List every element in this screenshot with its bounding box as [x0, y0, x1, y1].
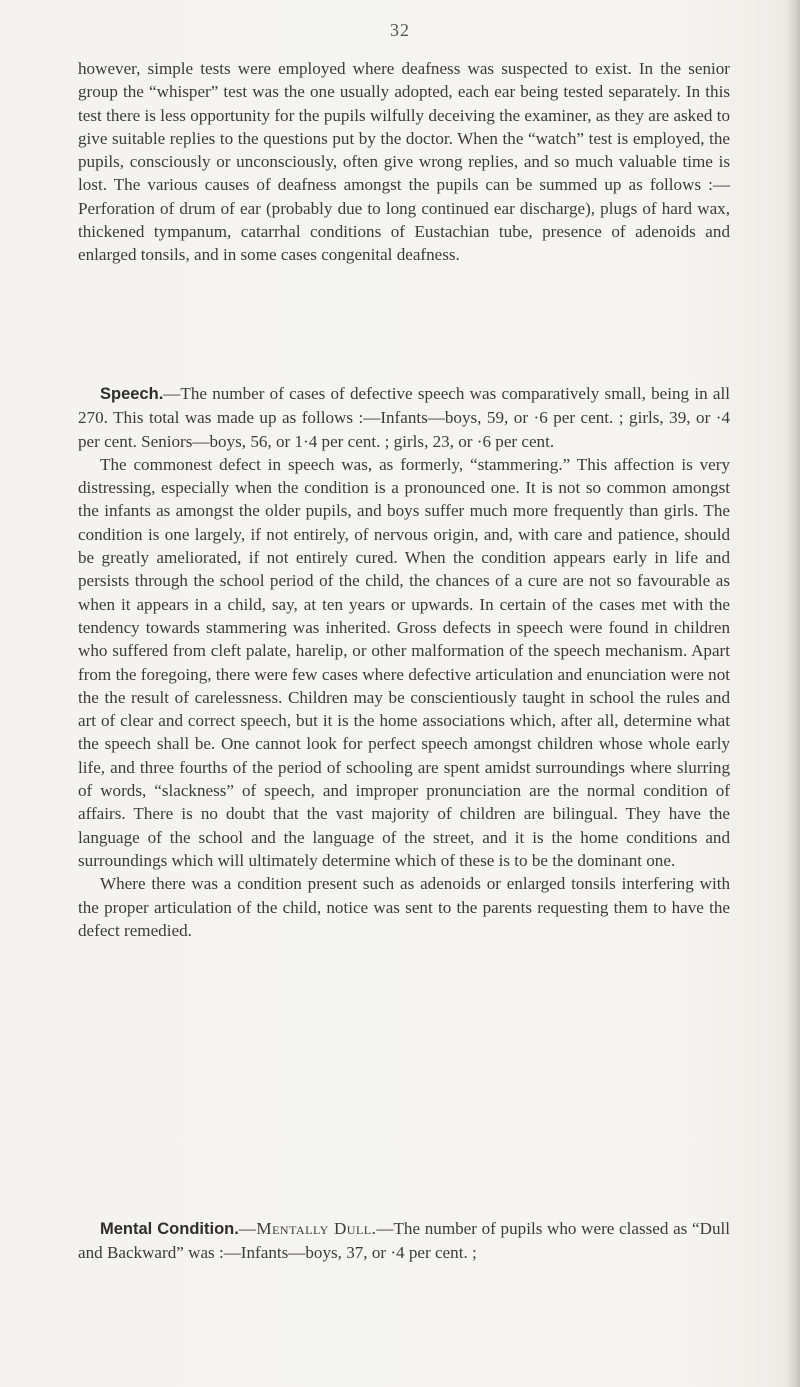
adenoids-notice-paragraph: Where there was a condition present such as adenoids or enlarged tonsils interfering with the proper articulation of the child, notice was sent to the parents requesting them to have the defect remedied. — [78, 874, 730, 940]
mental-condition-section — [78, 1217, 730, 1265]
deafness-paragraph: however, simple tests were employed where deafness was suspected to exist. In the senior group the “whisper” test was the one usually adopted, each ear being tested separately. In this test there is less opportunity for the pupils wilfully deceiving the examiner, as they are asked to give suitable replies to the questions put by the doctor. When the “watch” test is employed, the pupils, consciously or unconsciously, often give wrong replies, and so much valuable time is lost. The various causes of deafness amongst the pupils can be summed up as follows :—Perforation of drum of ear (probably due to long continued ear discharge), plugs of hard wax, thickened tympanum, catarrhal conditions of Eustachian tube, presence of adenoids and enlarged tonsils, and in some cases congenital deafness. — [78, 59, 730, 265]
speech-intro-paragraph — [78, 382, 730, 453]
mental-condition-text: —The number of pupils who were classed as “Dull and Backward” was :—Infants—boys, 37, or ·4 per cent. ; — [78, 1219, 730, 1263]
deafness-paragraph-block — [78, 57, 730, 267]
speech-section — [78, 382, 730, 942]
speech-heading: Speech. — [100, 385, 164, 403]
page-number: 32 — [390, 20, 410, 40]
mental-condition-paragraph — [78, 1217, 730, 1265]
speech-intro-text: —The number of cases of defective speech was comparatively small, being in all 270. This total was made up as follows :—Infants—boys, 59, or ·6 per cent. ; girls, 39, or ·4 per cent. Seniors—boys, 56, or 1·4 per cent. ; girls, 23, or ·6 per cent. — [78, 384, 730, 451]
mental-condition-heading: Mental Condition. — [100, 1220, 239, 1238]
stammering-paragraph: The commonest defect in speech was, as formerly, “stammering.” This affection is very distressing, especially when the condition is a pronounced one. It is not so common amongst the infants as amongst the older pupils, and boys suffer much more frequently than girls. The condition is one largely, if not entirely, of nervous origin, and, with care and patience, should be greatly ameliorated, if not entirely cured. When the condition appears early in life and persists through the school period of the child, the chances of a cure are not so favourable as when it appears in a child, say, at ten years or upwards. In certain of the cases met with the tendency towards stammering was inherited. Gross defects in speech were found in children who suffered from cleft palate, harelip, or other malformation of the speech mechanism. Apart from the foregoing, there were few cases where defective articulation and enunciation were not the the result of carelessness. Children may be conscientiously taught in school the rules and art of clear and correct speech, but it is the home associations which, after all, determine what the speech shall be. One cannot look for perfect speech amongst children whose whole early life, and three fourths of the period of schooling are spent amidst surroundings where slurring of words, “slackness” of speech, and improper pronunciation are the normal condition of affairs. There is no doubt that the vast majority of children are bilingual. They have the language of the school and the language of the street, and it is the home conditions and surroundings which will ultimately determine which of these is to be the dominant one. — [78, 454, 730, 870]
mentally-dull-subheading: —Mentally Dull. — [238, 1219, 377, 1238]
page-edge-shadow — [786, 0, 800, 1387]
